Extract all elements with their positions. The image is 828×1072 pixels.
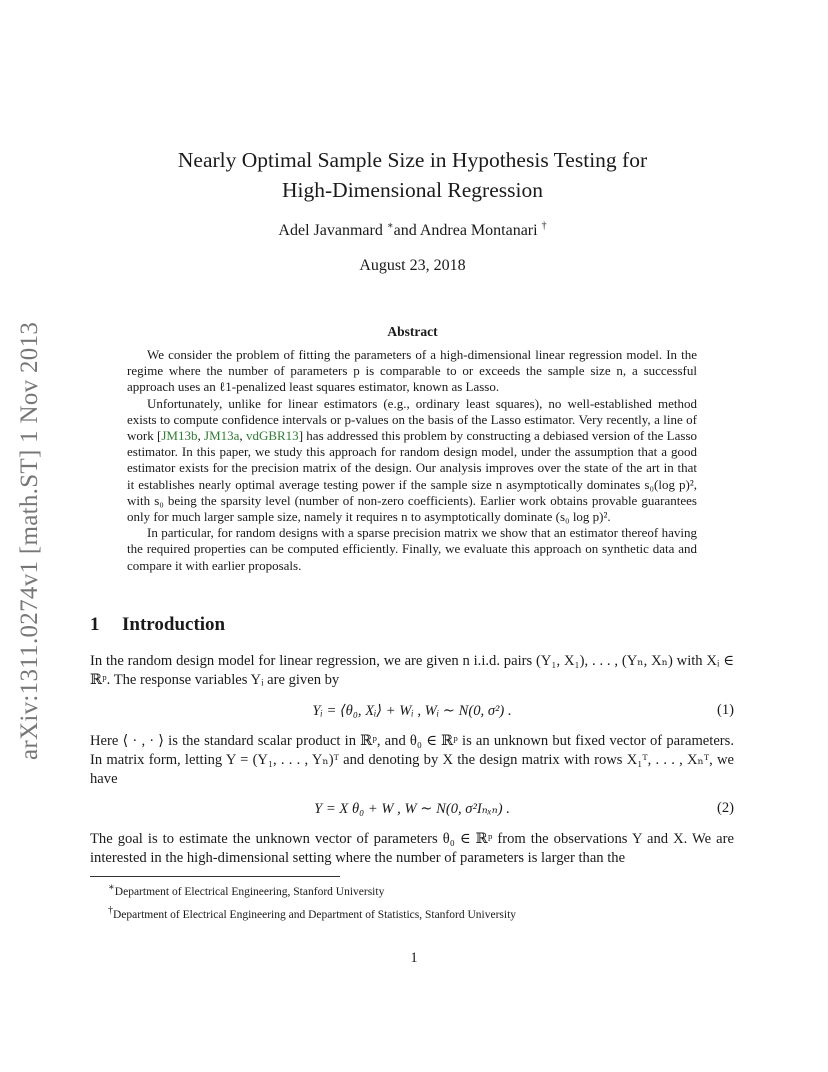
footnote-2-mark: †	[108, 905, 113, 917]
section-title: Introduction	[122, 614, 226, 635]
equation-1-number: (1)	[716, 702, 734, 718]
paper-title-block	[100, 145, 725, 205]
title-line-2: High-Dimensional Regression	[282, 178, 543, 202]
abstract-p2-text-b: ] has addressed this problem by constructing a debiased version of the Lasso estimator. In this paper, we study this approach for random design model, under the assumption that a good estimator exists for the precision matrix of the design. Our analysis improves over the state of the art in that it establishes nearly optimal average testing power if the sample size n asymptotically dominates s₀(log p)², with s₀ being the sparsity level (number of non-zero coefficients). Earlier work obtains provable guarantees only for much larger sample size, namely it requires n to asymptotically dominate (s₀ log p)².	[127, 428, 698, 525]
equation-2-expression: Y = X θ₀ + W , W ∼ N(0, σ²Iₙₓₙ) .	[314, 801, 510, 817]
footnote-divider	[90, 876, 340, 877]
footnote-2-text: Department of Electrical Engineering and Department of Statistics, Stanford University	[113, 909, 517, 921]
paper-title	[100, 145, 725, 205]
intro-paragraph-3: The goal is to estimate the unknown vector of parameters θ₀ ∈ ℝᵖ from the observations Y and X. We are interested in the high-dimensional setting where the number of parameters is larger than the	[90, 831, 734, 866]
footnote-2	[108, 905, 517, 921]
title-line-1: Nearly Optimal Sample Size in Hypothesis Testing for	[177, 148, 648, 172]
abstract-paragraph-3: In particular, for random designs with a sparse precision matrix we show that an estimator thereof having the required properties can be computed efficiently. Finally, we evaluate this approach on synthetic data and compare it with earlier proposals.	[127, 525, 697, 573]
abstract-heading: Abstract	[387, 324, 438, 339]
author-connector: and Andrea Montanari	[393, 222, 538, 239]
equation-2-number: (2)	[716, 800, 734, 816]
citation-separator: ,	[239, 428, 246, 444]
footnote-1-mark: ∗	[108, 882, 115, 894]
footnote-1	[108, 882, 385, 898]
intro-paragraph-2: Here ⟨ · , · ⟩ is the standard scalar product in ℝᵖ, and θ₀ ∈ ℝᵖ is an unknown but fixed vector of parameters. In matrix form, letting Y = (Y₁, . . . , Yₙ)ᵀ and denoting by X the design matrix with rows X₁ᵀ, . . . , Xₙᵀ, we have	[90, 733, 734, 787]
equation-1-expression: Yᵢ = ⟨θ₀, Xᵢ⟩ + Wᵢ , Wᵢ ∼ N(0, σ²) .	[312, 703, 512, 719]
author-list	[100, 222, 725, 240]
footnote-1-text: Department of Electrical Engineering, Stanford University	[114, 886, 385, 898]
section-heading-introduction	[90, 614, 225, 636]
paper-date: August 23, 2018	[359, 257, 466, 274]
citation-jm13b[interactable]: JM13b	[161, 428, 198, 444]
citation-vdgbr13[interactable]: vdGBR13	[245, 428, 299, 444]
page-number: 1	[410, 950, 418, 966]
abstract-p2-text-a: Unfortunately, unlike for linear estimators (e.g., ordinary least squares), no well-established method exists to compute confidence intervals or p-values on the basis of the Lasso estimator. Very recently, a line of work [	[127, 395, 697, 444]
abstract-body	[127, 347, 697, 574]
citation-jm13a[interactable]: JM13a	[204, 428, 240, 444]
abstract-paragraph-2	[127, 396, 697, 526]
section-number: 1	[90, 614, 100, 635]
author-2-footnote-mark[interactable]: †	[541, 220, 547, 232]
author-1-footnote-mark[interactable]: ∗	[386, 220, 394, 232]
abstract-paragraph-1: We consider the problem of fitting the parameters of a high-dimensional linear regression model. In the regime where the number of parameters p is comparable to or exceeds the sample size n, a successful approach uses an ℓ1-penalized least squares estimator, known as Lasso.	[127, 347, 697, 395]
intro-paragraph-1: In the random design model for linear regression, we are given n i.i.d. pairs (Y₁, X₁), . . . , (Yₙ, Xₙ) with Xᵢ ∈ ℝᵖ. The response variables Yᵢ are given by	[90, 653, 734, 688]
arxiv-identifier-stamp: arXiv:1311.0274v1 [math.ST] 1 Nov 2013	[16, 321, 43, 760]
author-1-name: Adel Javanmard	[278, 222, 383, 239]
citation-separator: ,	[197, 428, 205, 444]
